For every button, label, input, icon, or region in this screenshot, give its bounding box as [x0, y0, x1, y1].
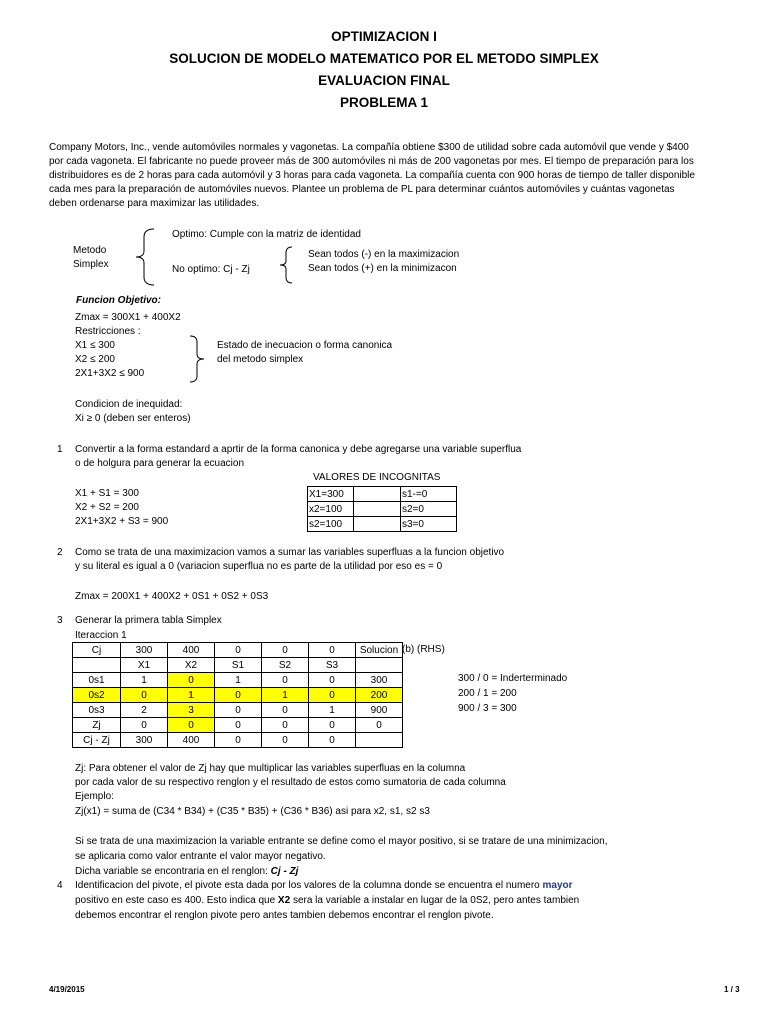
- step1-line-1: Convertir a la forma estandard a aprtir de la forma canonica y debe agregarse una variable superflua: [75, 444, 522, 455]
- table-cell: 2: [121, 703, 168, 718]
- rhs-label: (b) (RHS): [402, 644, 445, 655]
- table-cell: 1: [121, 673, 168, 688]
- zj-note-2: por cada valor de su respectivo renglon y el resultado de estos como sumatoria de cada columna: [75, 777, 506, 788]
- table-cell: 0: [309, 643, 356, 658]
- table-cell: S3: [309, 658, 356, 673]
- step-number: 1: [57, 444, 63, 455]
- left-brace-icon: [128, 227, 158, 287]
- table-row: [308, 487, 457, 502]
- table-cell: X1=300: [308, 487, 354, 502]
- step-number: 4: [57, 880, 63, 891]
- table-cell: 300: [121, 733, 168, 748]
- table-row: [73, 673, 403, 688]
- step1-line-2: o de holgura para generar la ecuacion: [75, 458, 245, 469]
- table-cell: 400: [168, 643, 215, 658]
- cj-zj-label: Cj - Zj: [270, 866, 299, 877]
- table-cell: Solucion: [356, 643, 403, 658]
- zj-note-4: Zj(x1) = suma de (C34 * B34) + (C35 * B35) + (C36 * B36) asi para x2, s1, s2 s3: [75, 806, 430, 817]
- table-row: [73, 718, 403, 733]
- table-cell: S1: [215, 658, 262, 673]
- max-rule-text: Sean todos (-) en la maximizacion: [308, 249, 460, 260]
- table-cell: s2=0: [401, 502, 457, 517]
- table-row: [308, 502, 457, 517]
- table-cell: 0: [215, 688, 262, 703]
- table-row: [73, 703, 403, 718]
- step-number: 2: [57, 547, 63, 558]
- table-cell: 0s3: [73, 703, 121, 718]
- standard-eq-2: X2 + S2 = 200: [75, 502, 139, 513]
- objective-function: Zmax = 300X1 + 400X2: [75, 312, 181, 323]
- table-cell: 0: [262, 703, 309, 718]
- simplex-table: [72, 642, 403, 748]
- step4-line-1: [75, 880, 573, 891]
- table-cell: 0: [215, 703, 262, 718]
- values-table: [307, 486, 457, 532]
- table-cell: 900: [356, 703, 403, 718]
- table-cell: s2=100: [308, 517, 354, 532]
- problem-statement: [49, 141, 739, 211]
- table-cell: 300: [121, 643, 168, 658]
- canonical-note-1: Estado de inecuacion o forma canonica: [217, 340, 393, 351]
- table-cell: 0: [262, 733, 309, 748]
- table-cell: 0s1: [73, 673, 121, 688]
- entering-note-3: [75, 866, 298, 877]
- objective-function-title: Funcion Objetivo:: [76, 295, 161, 306]
- title-line-1: OPTIMIZACION I: [331, 29, 437, 44]
- step2-line-2: y su literal es igual a 0 (variacion superflua no es parte de la utilidad por eso es = 0: [75, 561, 443, 572]
- table-cell: X1: [121, 658, 168, 673]
- intro-line: deben ordenarse para maximizar las utilidades.: [49, 198, 260, 209]
- footer-page-number: 1 / 3: [724, 985, 740, 994]
- pivot-row: [73, 688, 403, 703]
- table-cell: [356, 658, 403, 673]
- step3-line-1: Generar la primera tabla Simplex: [75, 615, 222, 626]
- table-row: [308, 517, 457, 532]
- pivot-cell: 1: [168, 688, 215, 703]
- table-cell: 0: [215, 643, 262, 658]
- table-cell: 1: [309, 703, 356, 718]
- table-cell: S2: [262, 658, 309, 673]
- mayor-highlight: mayor: [542, 880, 573, 891]
- table-cell: 0: [215, 718, 262, 733]
- standard-eq-1: X1 + S1 = 300: [75, 488, 139, 499]
- ratio-3: 900 / 3 = 300: [458, 703, 517, 714]
- step2-zmax: Zmax = 200X1 + 400X2 + 0S1 + 0S2 + 0S3: [75, 591, 269, 602]
- table-cell: 1: [262, 688, 309, 703]
- restriction-3: 2X1+3X2 ≤ 900: [75, 368, 145, 379]
- table-cell: 0: [262, 718, 309, 733]
- standard-eq-3: 2X1+3X2 + S3 = 900: [75, 516, 169, 527]
- table-cell: [354, 517, 401, 532]
- table-cell: 1: [215, 673, 262, 688]
- table-cell: 0: [309, 718, 356, 733]
- table-cell: s1-=0: [401, 487, 457, 502]
- x2-highlight: X2: [277, 895, 291, 906]
- ratio-1: 300 / 0 = Inderterminado: [458, 673, 568, 684]
- canonical-note-2: del metodo simplex: [217, 354, 304, 365]
- entering-note-2: se aplicaria como valor entrante el valor mayor negativo.: [75, 851, 326, 862]
- table-cell: 0: [309, 733, 356, 748]
- table-cell: 0: [121, 718, 168, 733]
- table-row: [73, 658, 403, 673]
- table-cell: 0: [262, 673, 309, 688]
- zj-note-3: Ejemplo:: [75, 791, 114, 802]
- table-cell: [356, 733, 403, 748]
- title-line-4: PROBLEMA 1: [339, 95, 428, 110]
- title-line-3: EVALUACION FINAL: [318, 73, 450, 88]
- table-cell: 400: [168, 733, 215, 748]
- table-cell: x2=100: [308, 502, 354, 517]
- step2-line-1: Como se trata de una maximizacion vamos a sumar las variables superfluas a la funcion objetivo: [75, 547, 505, 558]
- table-cell: [354, 502, 401, 517]
- step4-line-2-text: positivo en este caso es 400. Esto indica que: [75, 895, 276, 906]
- table-cell: 0: [309, 688, 356, 703]
- method-label-1: Metodo: [73, 245, 107, 256]
- table-cell: Cj: [73, 643, 121, 658]
- optimo-text: Optimo: Cumple con la matriz de identidad: [172, 229, 361, 240]
- intro-line: distribuidores es de 2 horas para cada automóvil y 3 horas para cada vagoneta. La compañía cuenta con 900 horas de tiempo de taller disponible: [49, 170, 695, 181]
- table-cell: 0: [121, 688, 168, 703]
- step-number: 3: [57, 615, 63, 626]
- pivot-column-cell: 0: [168, 718, 215, 733]
- table-cell: 200: [356, 688, 403, 703]
- table-cell: 0s2: [73, 688, 121, 703]
- intro-line: por cada vagoneta. El fabricante no puede proveer más de 300 automóviles ni más de 200 vagonetas por mes. El tiempo de preparación para los: [49, 156, 694, 167]
- right-brace-icon: [186, 334, 208, 384]
- left-brace-icon: [276, 245, 296, 285]
- values-table-title: VALORES DE INCOGNITAS: [313, 472, 441, 483]
- entering-note-3-text: Dicha variable se encontraria en el renglon:: [75, 866, 268, 877]
- condition-text: Xi ≥ 0 (deben ser enteros): [75, 413, 191, 424]
- restriction-1: X1 ≤ 300: [75, 340, 115, 351]
- table-cell: [354, 487, 401, 502]
- table-cell: Cj - Zj: [73, 733, 121, 748]
- table-cell: 0: [309, 673, 356, 688]
- entering-note-1: Si se trata de una maximizacion la variable entrante se define como el mayor positivo, si se tratare de una minimizacion,: [75, 836, 608, 847]
- intro-line: cada mes para la preparación de automóviles nuevos. Plantee un problema de PL para determinar cuántos automóviles y cuántas vagonetas: [49, 184, 675, 195]
- table-cell: s3=0: [401, 517, 457, 532]
- pivot-column-cell: 0: [168, 673, 215, 688]
- min-rule-text: Sean todos (+) en la minimizacon: [308, 263, 457, 274]
- intro-line: Company Motors, Inc., vende automóviles normales y vagonetas. La compañía obtiene $300 de utilidad sobre cada automóvil que vende y $400: [49, 142, 689, 153]
- table-cell: 0: [215, 733, 262, 748]
- table-cell: X2: [168, 658, 215, 673]
- pivot-column-cell: 3: [168, 703, 215, 718]
- ratio-2: 200 / 1 = 200: [458, 688, 517, 699]
- footer-date: 4/19/2015: [49, 985, 85, 994]
- zj-note-1: Zj: Para obtener el valor de Zj hay que multiplicar las variables superfluas en la columna: [75, 763, 466, 774]
- table-row: [73, 643, 403, 658]
- restrictions-title: Restricciones :: [75, 326, 141, 337]
- table-cell: Zj: [73, 718, 121, 733]
- no-optimo-text: No optimo: Cj - Zj: [172, 264, 250, 275]
- step4-line-2-tail: sera la variable a instalar en lugar de la 0S2, pero antes tambien: [292, 895, 580, 906]
- method-label-2: Simplex: [73, 259, 109, 270]
- condition-title: Condicion de inequidad:: [75, 399, 183, 410]
- step4-line-3: debemos encontrar el renglon pivote pero antes tambien debemos encontrar el renglon pivote.: [75, 910, 494, 921]
- table-cell: 0: [356, 718, 403, 733]
- restriction-2: X2 ≤ 200: [75, 354, 115, 365]
- iteration-label: Iteraccion 1: [75, 630, 127, 641]
- title-line-2: SOLUCION DE MODELO MATEMATICO POR EL METODO SIMPLEX: [169, 51, 599, 66]
- step4-line-1-text: Identificacion del pivote, el pivote esta dada por los valores de la columna donde se encuentra el numero: [75, 880, 540, 891]
- table-row: [73, 733, 403, 748]
- table-cell: 300: [356, 673, 403, 688]
- table-cell: [73, 658, 121, 673]
- table-cell: 0: [262, 643, 309, 658]
- step4-line-2: [75, 895, 579, 906]
